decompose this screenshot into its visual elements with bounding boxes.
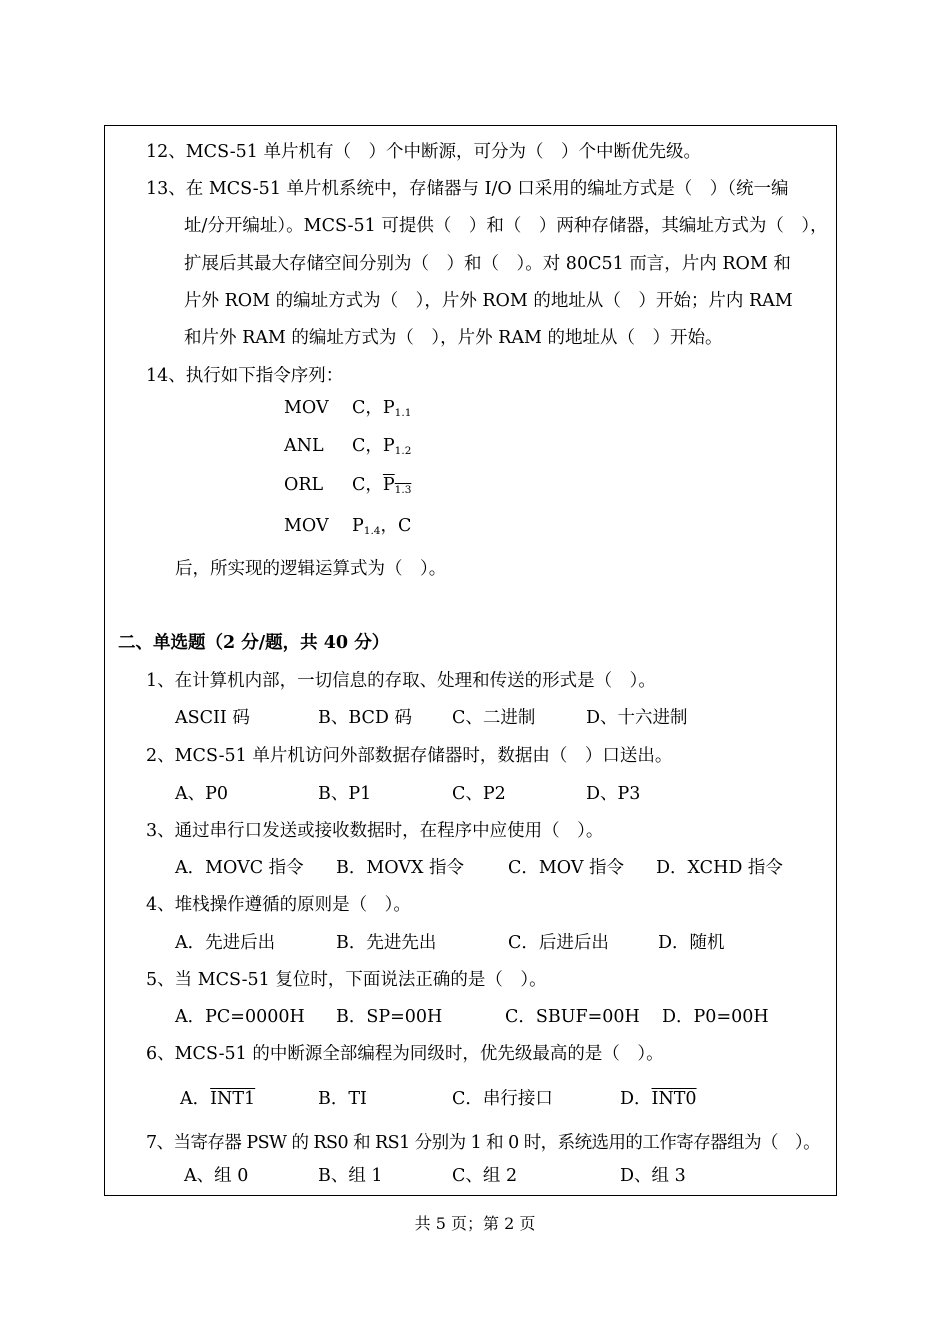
option: A、组 0 (184, 1166, 249, 1186)
option: D．P0=00H (662, 1007, 769, 1027)
option (180, 1088, 255, 1110)
code-arg: C， (352, 475, 383, 495)
question-13-line-3: 扩展后其最大存储空间分别为（ ）和（ ）。对 80C51 而言，片内 ROM 和 (184, 254, 791, 274)
option: B、组 1 (318, 1166, 383, 1186)
question-14-intro: 14、执行如下指令序列： (146, 366, 344, 386)
section-2-heading: 二、单选题（2 分/题，共 40 分） (118, 633, 390, 653)
question-stem: 5、当 MCS-51 复位时，下面说法正确的是（ ）。 (146, 970, 547, 990)
code-sub: 1.4 (363, 525, 381, 537)
question-13-line-2: 址/分开编址）。MCS-51 可提供（ ）和（ ）两种存储器，其编址方式为（ ）， (184, 216, 828, 236)
code-op: ORL (284, 475, 324, 495)
option-prefix: A． (180, 1089, 211, 1109)
question-stem: 4、堆栈操作遵循的原则是（ ）。 (146, 895, 411, 915)
option: C、二进制 (452, 708, 536, 728)
option: A．PC=0000H (175, 1007, 305, 1027)
option: B、P1 (318, 784, 372, 804)
option: D、组 3 (620, 1166, 686, 1186)
code-overline-operand (383, 475, 411, 495)
code-op: ANL (284, 436, 324, 456)
option (620, 1088, 697, 1110)
option: D、十六进制 (586, 708, 688, 728)
option: D．XCHD 指令 (656, 858, 783, 878)
question-13-line-1: 13、在 MCS-51 单片机系统中，存储器与 I/O 口采用的编址方式是（ ）（统一编 (146, 179, 789, 199)
question-stem: 1、在计算机内部，一切信息的存取、处理和传送的形式是（ ）。 (146, 671, 656, 691)
code-operands (352, 515, 411, 542)
option: C．SBUF=00H (505, 1007, 640, 1027)
option: C、P2 (452, 784, 506, 804)
code-operands (352, 474, 411, 501)
question-stem: 7、当寄存器 PSW 的 RS0 和 RS1 分别为 1 和 0 时，系统选用的工作寄存器组为（ ）。 (146, 1133, 821, 1153)
page-border (104, 125, 837, 1196)
option: ASCII 码 (175, 708, 250, 728)
option: D、P3 (586, 784, 641, 804)
option: C．MOV 指令 (508, 858, 625, 878)
code-arg: P (352, 516, 364, 536)
option: C．串行接口 (452, 1089, 553, 1109)
option: A．先进后出 (175, 933, 276, 953)
question-stem: 2、MCS-51 单片机访问外部数据存储器时，数据由（ ）口送出。 (146, 746, 673, 766)
option: C．后进后出 (508, 933, 609, 953)
option: B．先进先出 (336, 933, 437, 953)
code-sub: 1.1 (394, 407, 412, 419)
option: B．SP=00H (336, 1007, 443, 1027)
code-sub: 1.3 (394, 484, 412, 496)
question-12: 12、MCS-51 单片机有（ ）个中断源，可分为（ ）个中断优先级。 (146, 142, 701, 162)
int0-overline: INT0 (651, 1089, 697, 1109)
code-arg: C，P (352, 398, 395, 418)
question-13-line-5: 和片外 RAM 的编址方式为（ ），片外 RAM 的地址从（ ）开始。 (184, 328, 723, 348)
code-op: MOV (284, 516, 329, 536)
option: A、P0 (175, 784, 229, 804)
question-stem: 6、MCS-51 的中断源全部编程为同级时，优先级最高的是（ ）。 (146, 1044, 664, 1064)
question-14-after: 后，所实现的逻辑运算式为（ ）。 (175, 559, 447, 579)
page-footer: 共 5 页；第 2 页 (414, 1214, 536, 1233)
question-stem: 3、通过串行口发送或接收数据时，在程序中应使用（ ）。 (146, 821, 604, 841)
option: B、BCD 码 (318, 708, 413, 728)
code-operands (352, 435, 411, 462)
code-sub: 1.2 (394, 445, 412, 457)
int1-overline: INT1 (210, 1089, 256, 1109)
option: C、组 2 (452, 1166, 518, 1186)
question-13-line-4: 片外 ROM 的编址方式为（ ），片外 ROM 的地址从（ ）开始；片内 RAM (184, 291, 793, 311)
option: B．MOVX 指令 (336, 858, 464, 878)
code-arg: C，P (352, 436, 395, 456)
option: D．随机 (658, 933, 725, 953)
code-ov-letter: P (382, 475, 395, 495)
option-prefix: D． (620, 1089, 652, 1109)
option: B．TI (318, 1089, 367, 1109)
code-operands (352, 397, 411, 424)
code-op: MOV (284, 398, 329, 418)
option: A．MOVC 指令 (175, 858, 304, 878)
code-arg2: ，C (380, 516, 412, 536)
